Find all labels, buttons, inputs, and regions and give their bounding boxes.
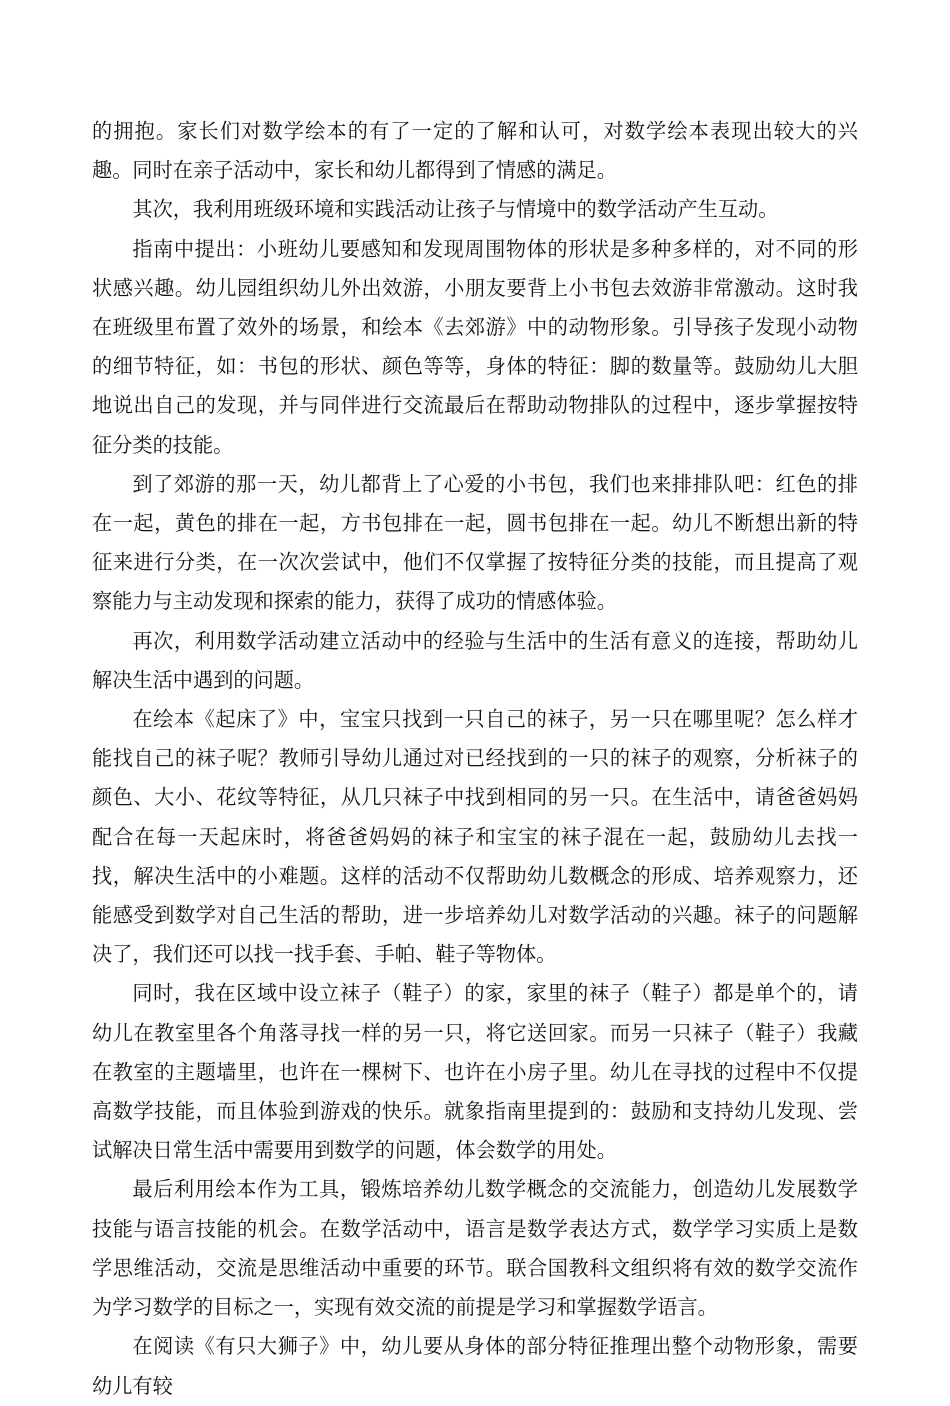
paragraph-1: 的拥抱。家长们对数学绘本的有了一定的了解和认可，对数学绘本表现出较大的兴趣。同时在亲子活动中，家长和幼儿都得到了情感的满足。 [92, 119, 858, 183]
document-body [92, 112, 858, 1406]
paragraph-3: 指南中提出：小班幼儿要感知和发现周围物体的形状是多种多样的，对不同的形状感兴趣。幼儿园组织幼儿外出效游，小朋友要背上小书包去效游非常激动。这时我在班级里布置了效外的场景，和绘本《去郊游》中的动物形象。引导孩子发现小动物的细节特征，如：书包的形状、颜色等等，身体的特征：脚的数量等。鼓励幼儿大胆地说出自己的发现，并与同伴进行交流最后在帮助动物排队的过程中，逐步掌握按特征分类的技能。 [92, 236, 858, 457]
paragraph-9: 在阅读《有只大狮子》中，幼儿要从身体的部分特征推理出整个动物形象，需要幼儿有较 [92, 1334, 858, 1398]
paragraph-8: 最后利用绘本作为工具，锻炼培养幼儿数学概念的交流能力，创造幼儿发展数学技能与语言技能的机会。在数学活动中，语言是数学表达方式，数学学习实质上是数学思维活动，交流是思维活动中重要的环节。联合国教科文组织将有效的数学交流作为学习数学的目标之一，实现有效交流的前提是学习和掌握数学语言。 [92, 1177, 858, 1320]
paragraph-7: 同时，我在区域中设立袜子（鞋子）的家，家里的袜子（鞋子）都是单个的，请幼儿在教室里各个角落寻找一样的另一只，将它送回家。而另一只袜子（鞋子）我藏在教室的主题墙里，也许在一棵树下、也许在小房子里。幼儿在寻找的过程中不仅提高数学技能，而且体验到游戏的快乐。就象指南里提到的：鼓励和支持幼儿发现、尝试解决日常生活中需要用到数学的问题，体会数学的用处。 [92, 981, 858, 1163]
paragraph-2: 其次，我利用班级环境和实践活动让孩子与情境中的数学活动产生互动。 [132, 197, 779, 222]
paragraph-4: 到了郊游的那一天，幼儿都背上了心爱的小书包，我们也来排排队吧：红色的排在一起，黄色的排在一起，方书包排在一起，圆书包排在一起。幼儿不断想出新的特征来进行分类，在一次次尝试中，他们不仅掌握了按特征分类的技能，而且提高了观察能力与主动发现和探索的能力，获得了成功的情感体验。 [92, 471, 858, 614]
paragraph-6: 在绘本《起床了》中，宝宝只找到一只自己的袜子，另一只在哪里呢？怎么样才能找自己的袜子呢？教师引导幼儿通过对已经找到的一只的袜子的观察，分析袜子的颜色、大小、花纹等特征，从几只袜子中找到相同的另一只。在生活中，请爸爸妈妈配合在每一天起床时，将爸爸妈妈的袜子和宝宝的袜子混在一起，鼓励幼儿去找一找，解决生活中的小难题。这样的活动不仅帮助幼儿数概念的形成、培养观察力，还能感受到数学对自己生活的帮助，进一步培养幼儿对数学活动的兴趣。袜子的问题解决了，我们还可以找一找手套、手帕、鞋子等物体。 [92, 707, 858, 967]
paragraph-5: 再次，利用数学活动建立活动中的经验与生活中的生活有意义的连接，帮助幼儿解决生活中遇到的问题。 [92, 628, 858, 692]
